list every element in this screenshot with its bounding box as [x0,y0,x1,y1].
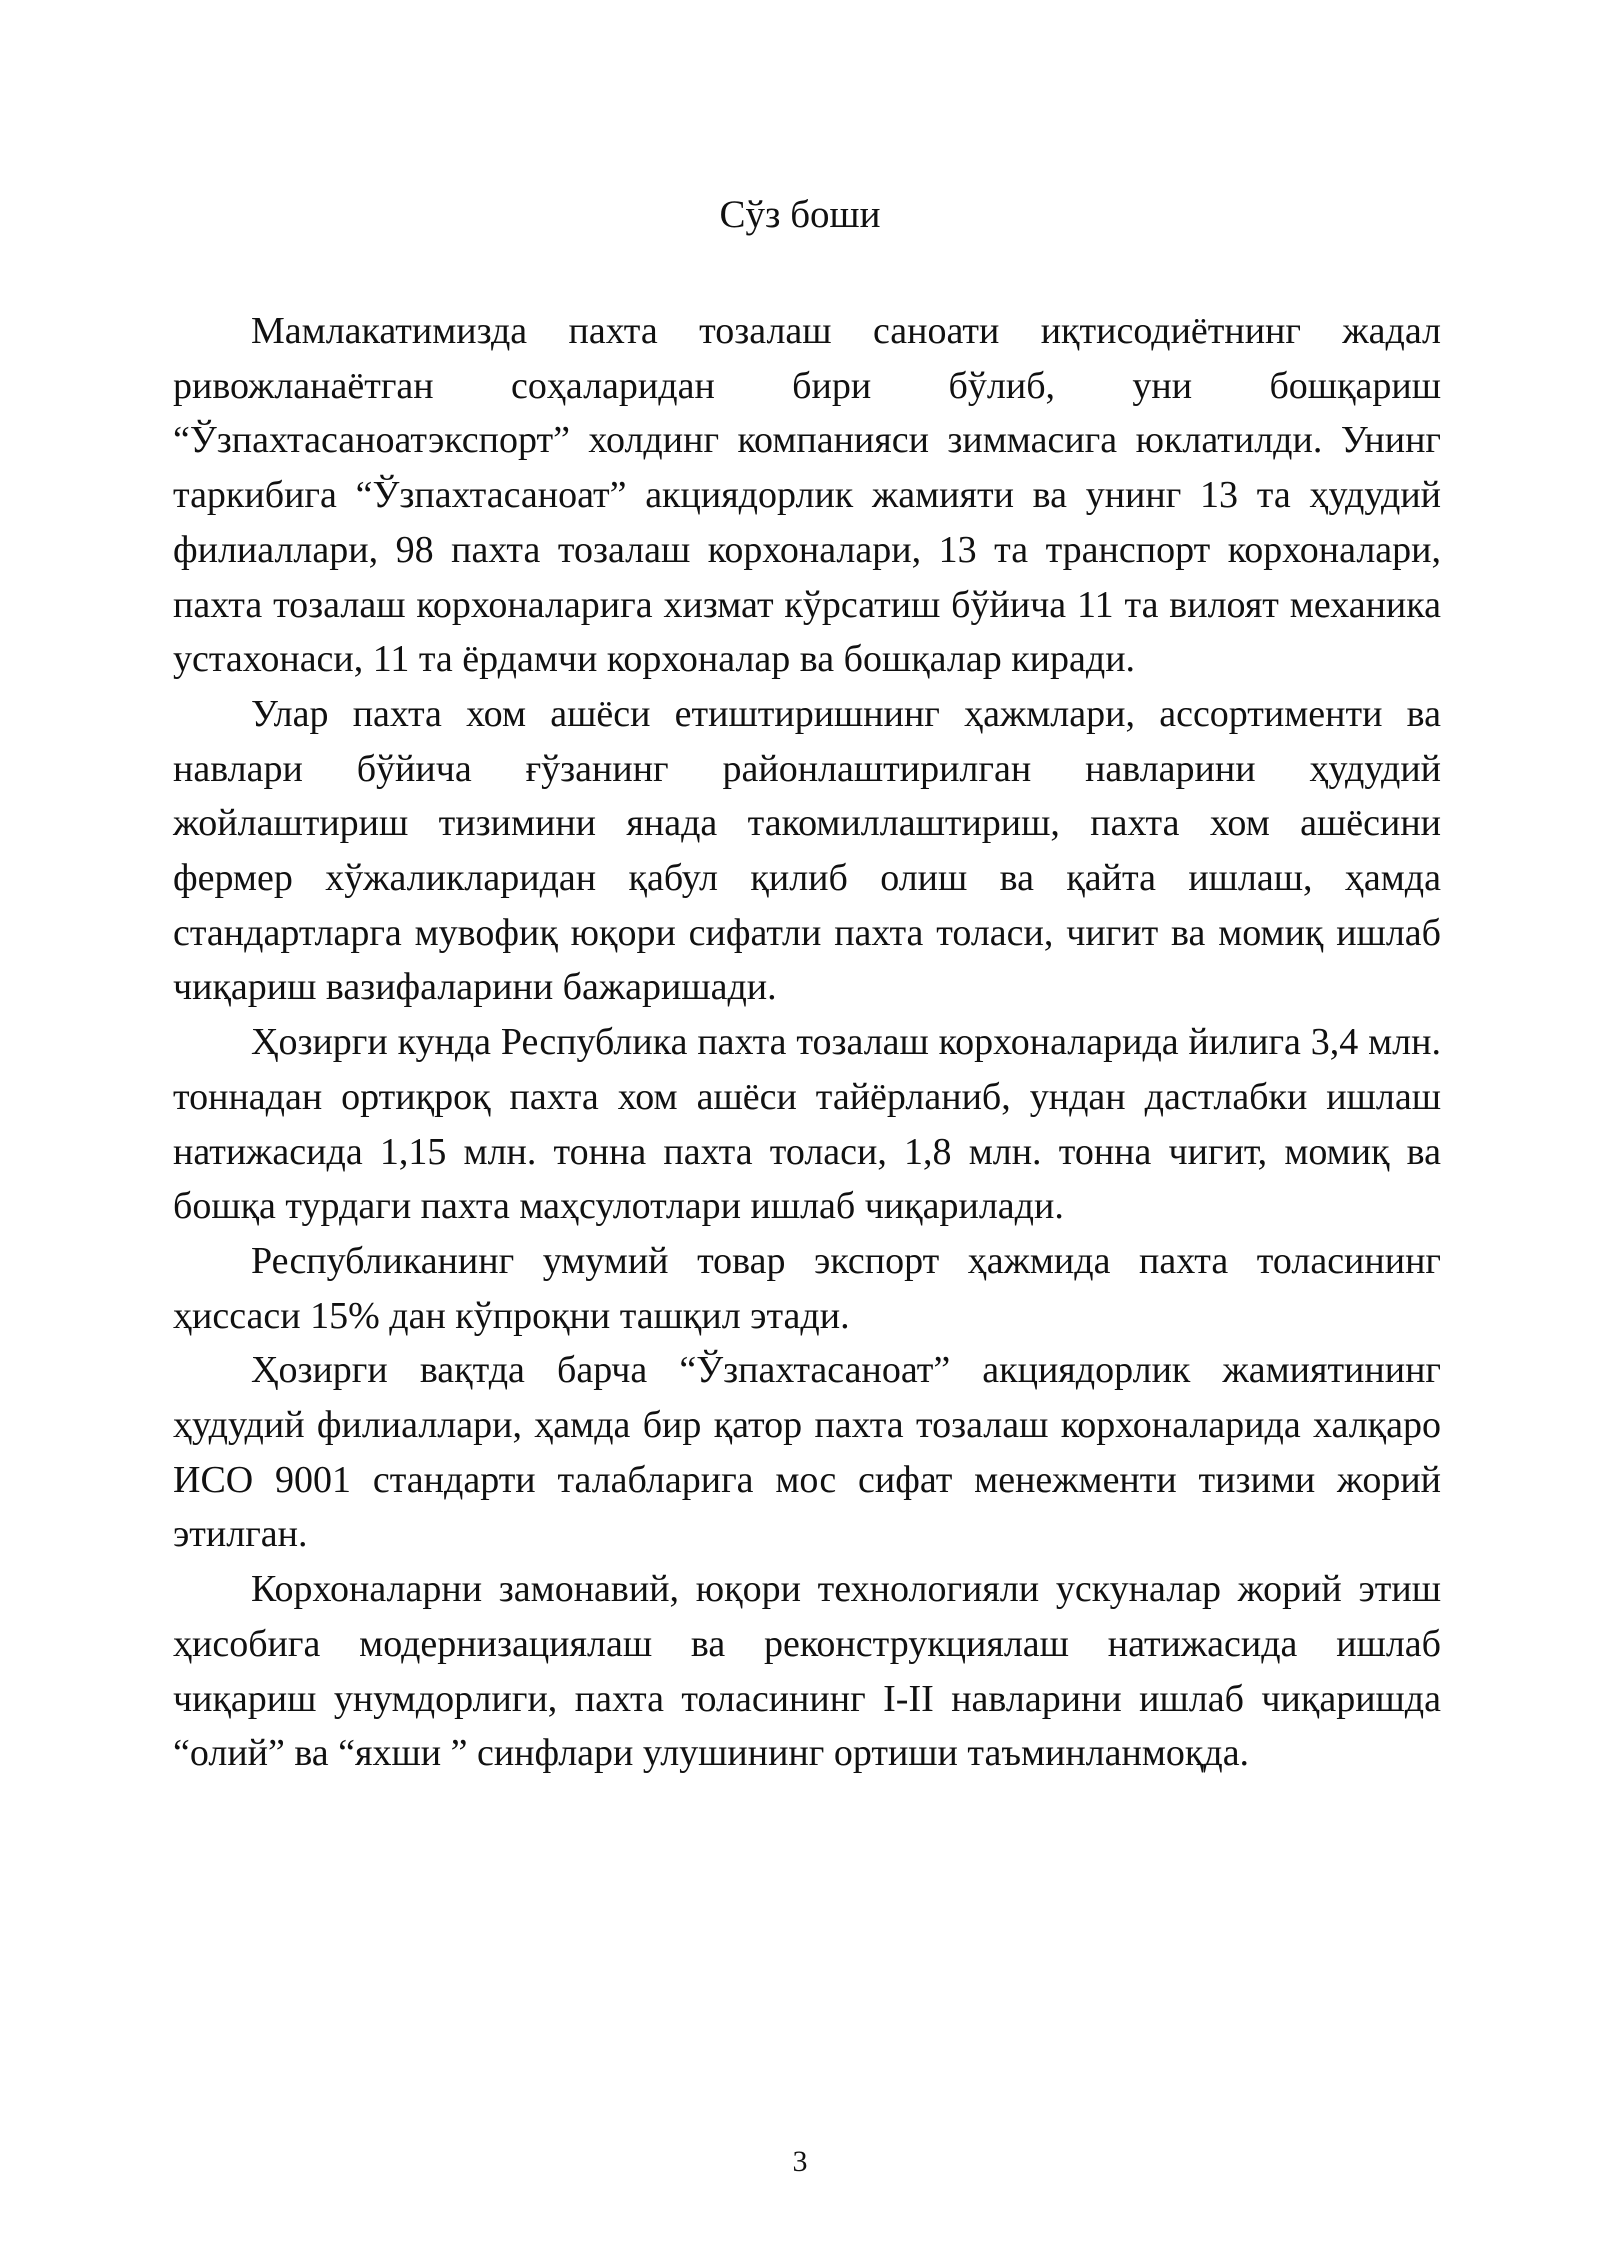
paragraph: Республиканинг умумий товар экспорт ҳажмида пахта толасининг ҳиссаси 15% дан кўпроқни ташқил этади. [173,1239,1441,1337]
page-title: Сўз боши [719,193,881,236]
paragraph: Улар пахта хом ашёси етиштиришнинг ҳажмлари, ассортименти ва навлари бўйича ғўзанинг районлаштирилган навларини ҳудудий жойлаштириш тизимини янада такомиллаштириш, пахта хом ашёсини фермер хўжаликларидан қабул қилиб олиш ва қайта ишлаш, ҳамда стандартларга мувофиқ юқори сифатли пахта толаси, чигит ва момиқ ишлаб чиқариш вазифаларини бажаришади. [173,692,1441,1009]
body-text [173,304,1441,1781]
paragraph: Мамлакатимизда пахта тозалаш саноати иқтисодиётнинг жадал ривожланаётган соҳаларидан бири бўлиб, уни бошқариш “Ўзпахтасаноатэкспорт” холдинг компанияси зиммасига юклатилди. Унинг таркибига “Ўзпахтасаноат” акциядорлик жамияти ва унинг 13 та ҳудудий филиаллари, 98 пахта тозалаш корхоналари, 13 та транспорт корхоналари, пахта тозалаш корхоналарига хизмат кўрсатиш бўйича 11 та вилоят механика устахонаси, 11 та ёрдамчи корхоналар ва бошқалар киради. [173,310,1441,681]
page-number: 3 [792,2145,808,2178]
paragraph: Ҳозирги вақтда барча “Ўзпахтасаноат” акциядорлик жамиятининг ҳудудий филиаллари, ҳамда бир қатор пахта тозалаш корхоналарида халқаро ИСО 9001 стандарти талабларига мос сифат менежменти тизими жорий этилган. [173,1349,1441,1556]
paragraph: Ҳозирги кунда Республика пахта тозалаш корхоналарида йилига 3,4 млн. тоннадан ортиқроқ пахта хом ашёси тайёрланиб, ундан дастлабки ишлаш натижасида 1,15 млн. тонна пахта толаси, 1,8 млн. тонна чигит, момиқ ва бошқа турдаги пахта маҳсулотлари ишлаб чиқарилади. [173,1021,1441,1228]
paragraph: Корхоналарни замонавий, юқори технологияли ускуналар жорий этиш ҳисобига модернизациялаш ва реконструкциялаш натижасида ишлаб чиқариш унумдорлиги, пахта толасининг I-II навларини ишлаб чиқаришда “олий” ва “яхши ” синфлари улушининг ортиши таъминланмоқда. [173,1568,1441,1775]
